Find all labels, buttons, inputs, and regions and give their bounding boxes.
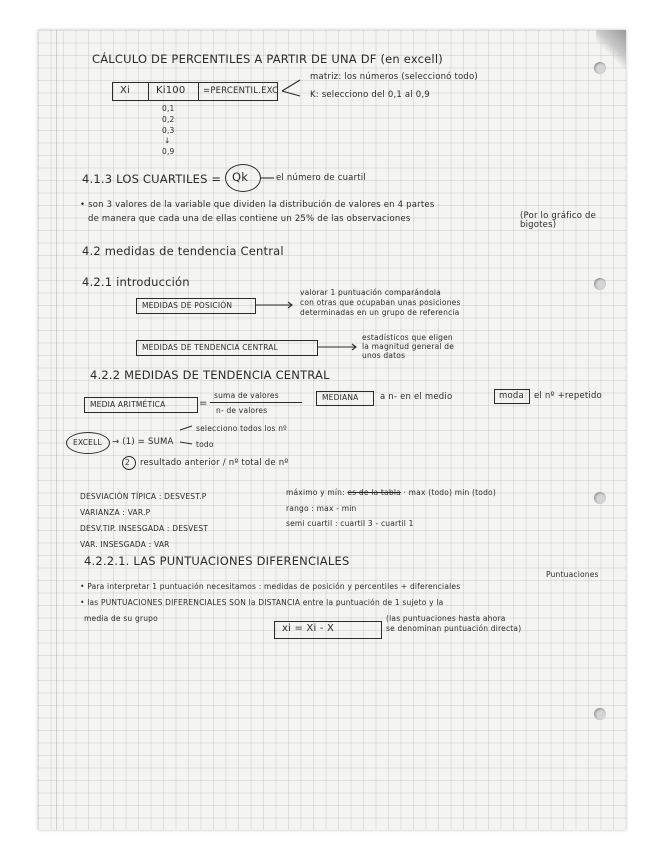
diff-bullet: • Para interpretar 1 puntuación necesitamos : medidas de posición y percentiles + diferenciales bbox=[80, 582, 461, 591]
media-equals: = bbox=[199, 398, 208, 409]
arrow-icon bbox=[282, 80, 300, 91]
excel-step1: → (1) = SUMA bbox=[112, 437, 174, 447]
box-media-label: MEDIA ARITMÉTICA bbox=[90, 400, 166, 409]
tendencia-desc: unos datos bbox=[362, 351, 406, 360]
media-numerator: suma de valores bbox=[214, 391, 279, 400]
k-value: 0,2 bbox=[162, 115, 175, 124]
table-cell-xi: Xi bbox=[120, 85, 131, 96]
table-cell-formula: =PERCENTIL.EXC bbox=[203, 86, 279, 96]
heading-percentiles: CÁLCULO DE PERCENTILES A PARTIR DE UNA DF (en excell) bbox=[92, 52, 443, 66]
cuartiles-qk: Qk bbox=[232, 170, 249, 184]
diff-overwrite: Puntuaciones bbox=[546, 570, 599, 579]
excel-note: selecciono todos los nº bbox=[196, 424, 287, 433]
function-item: DESVIACIÓN TÍPICA : DESVEST.P bbox=[80, 492, 207, 501]
section-4-2-2-1: 4.2.2.1. LAS PUNTUACIONES DIFERENCIALES bbox=[84, 554, 350, 568]
formula-note: se denominan puntuación directa) bbox=[386, 624, 522, 633]
function-right: semi cuartil : cuartil 3 - cuartil 1 bbox=[286, 519, 414, 528]
function-item: VAR. INSESGADA : VAR bbox=[80, 540, 170, 549]
section-4-2: 4.2 medidas de tendencia Central bbox=[82, 244, 284, 258]
tendencia-desc: estadísticos que eligen bbox=[362, 333, 453, 342]
posicion-desc: valorar 1 puntuación comparándola bbox=[300, 288, 441, 297]
function-item: DESV.TIP. INSESGADA : DESVEST bbox=[80, 524, 209, 533]
function-right-b: · max (todo) min (todo) bbox=[403, 488, 496, 497]
cuartiles-bullet: • son 3 valores de la variable que dividen la distribución de valores en 4 partes bbox=[80, 200, 435, 210]
step2-number: 2 bbox=[125, 458, 130, 467]
function-right-strike: es de la tabla bbox=[347, 488, 401, 497]
arrow-icon bbox=[282, 91, 300, 96]
k-value: 0,3 bbox=[162, 126, 175, 135]
cuartiles-aside: (Por lo gráfico de bigotes) bbox=[520, 211, 597, 230]
box-tendencia-label: MEDIDAS DE TENDENCIA CENTRAL bbox=[142, 343, 279, 352]
excel-note: todo bbox=[196, 440, 214, 449]
table-cell-k: Ki100 bbox=[156, 85, 186, 96]
section-4-2-1: 4.2.1 introducción bbox=[82, 275, 190, 289]
k-arrow: ↓ bbox=[164, 136, 171, 145]
posicion-desc: determinadas en un grupo de referencia bbox=[300, 308, 460, 317]
function-right: rango : max - min bbox=[286, 504, 357, 513]
box-moda-label: moda bbox=[499, 391, 524, 401]
diff-bullet: media de su grupo bbox=[84, 614, 158, 623]
arrow-icon bbox=[318, 344, 356, 350]
cuartiles-note: el número de cuartil bbox=[276, 173, 366, 183]
media-denominator: n- de valores bbox=[216, 406, 268, 415]
k-value: 0,1 bbox=[162, 104, 175, 113]
excel-label: EXCELL bbox=[73, 438, 102, 447]
k-value: 0,9 bbox=[162, 147, 175, 156]
tendencia-desc: la magnitud general de bbox=[362, 342, 455, 351]
cuartiles-title: 4.1.3 LOS CUARTILES = bbox=[82, 172, 222, 186]
box-mediana-label: MEDIANA bbox=[322, 393, 359, 402]
arrow-icon bbox=[180, 442, 192, 444]
note-matriz: matriz: los números (seleccionó todo) bbox=[310, 72, 478, 82]
excel-step2: resultado anterior / nº total de nº bbox=[140, 458, 289, 468]
diff-bullet: • las PUNTUACIONES DIFERENCIALES SON la DISTANCIA entre la puntuación de 1 sujeto y la bbox=[80, 598, 444, 607]
cuartiles-bullet: de manera que cada una de ellas contiene un 25% de las observaciones bbox=[88, 214, 411, 224]
arrow-icon bbox=[256, 302, 292, 308]
formula-note: (las puntuaciones hasta ahora bbox=[386, 614, 506, 623]
function-right-a: máximo y mín: bbox=[286, 488, 345, 497]
box-posicion-label: MEDIDAS DE POSICIÓN bbox=[142, 301, 233, 310]
mediana-desc: a n- en el medio bbox=[380, 392, 453, 402]
formula: xi = Xi - X̄ bbox=[282, 623, 335, 634]
function-item: VARIANZA : VAR.P bbox=[80, 508, 151, 517]
posicion-desc: con otras que ocupaban unas posiciones bbox=[300, 298, 461, 307]
section-4-2-2: 4.2.2 MEDIDAS DE TENDENCIA CENTRAL bbox=[90, 368, 330, 382]
moda-desc: el nº +repetido bbox=[534, 391, 602, 401]
note-k: K: selecciono del 0,1 al 0,9 bbox=[310, 90, 430, 100]
arrow-icon bbox=[180, 426, 192, 430]
